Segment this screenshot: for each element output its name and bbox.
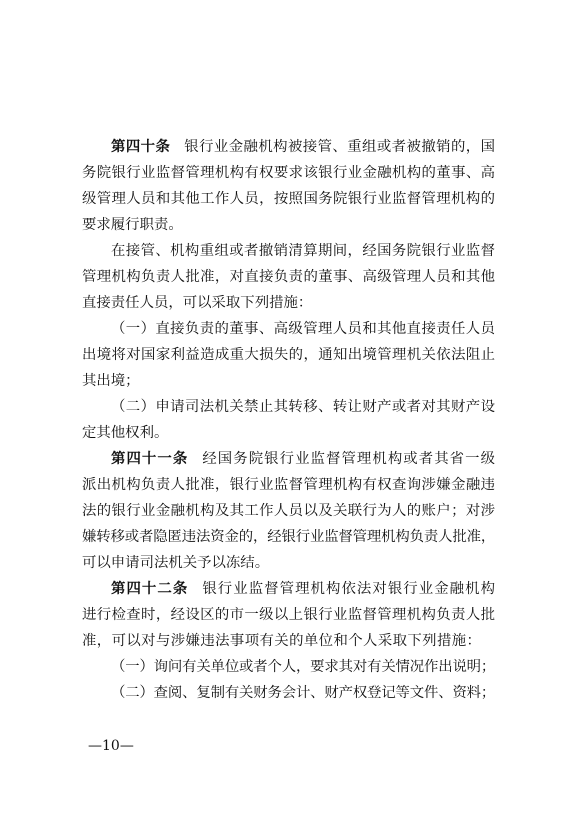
text-line: 定其他权利。: [82, 425, 169, 441]
document-body: [82, 134, 495, 706]
text-line: 管理机构负责人批准，对直接负责的董事、高级管理人员和其他: [82, 269, 495, 285]
article-42-item-2: [82, 680, 495, 706]
article-heading: 第四十二条: [111, 581, 189, 597]
text-line: 嫌转移或者隐匿违法资金的，经银行业监督管理机构负责人批准，: [82, 529, 495, 545]
text-line: （二）查阅、复制有关财务会计、财产权登记等文件、资料；: [111, 685, 495, 701]
page-number: —10—: [88, 738, 134, 754]
article-41-paragraph: [82, 446, 495, 576]
article-40-item-1: [82, 316, 495, 394]
article-40-clause-paragraph: [82, 238, 495, 316]
text-line: （一）直接负责的董事、高级管理人员和其他直接责任人员: [111, 321, 495, 337]
article-42-paragraph: [82, 576, 495, 654]
article-40-item-2: [82, 394, 495, 446]
text-line: 进行检查时，经设区的市一级以上银行业监督管理机构负责人批: [82, 607, 495, 623]
text-line: 准，可以对与涉嫌违法事项有关的单位和个人采取下列措施：: [82, 633, 482, 649]
text-line: [82, 446, 495, 472]
line-text: 经国务院银行业监督管理机构或者其省一级: [202, 451, 495, 467]
article-42-item-1: [82, 654, 495, 680]
line-text: 银行业监督管理机构依法对银行业金融机构: [202, 581, 495, 597]
text-line: （一）询问有关单位或者个人，要求其对有关情况作出说明；: [111, 659, 495, 675]
text-line: 级管理人员和其他工作人员，按照国务院银行业监督管理机构的: [82, 191, 495, 207]
article-heading: 第四十条: [111, 139, 171, 155]
text-line: 要求履行职责。: [82, 217, 183, 233]
text-line: 在接管、机构重组或者撤销清算期间，经国务院银行业监督: [111, 243, 495, 259]
article-40-paragraph: [82, 134, 495, 238]
text-line: [82, 134, 495, 160]
text-line: 直接责任人员，可以采取下列措施：: [82, 295, 313, 311]
text-line: 可以申请司法机关予以冻结。: [82, 555, 270, 571]
line-text: 银行业金融机构被接管、重组或者被撤销的，国: [184, 139, 495, 155]
article-heading: 第四十一条: [111, 451, 189, 467]
text-line: 法的银行业金融机构及其工作人员以及关联行为人的账户；对涉: [82, 503, 495, 519]
text-line: [82, 576, 495, 602]
text-line: 出境将对国家利益造成重大损失的，通知出境管理机关依法阻止: [82, 347, 495, 363]
text-line: 务院银行业监督管理机构有权要求该银行业金融机构的董事、高: [82, 165, 495, 181]
text-line: （二）申请司法机关禁止其转移、转让财产或者对其财产设: [111, 399, 495, 415]
text-line: 派出机构负责人批准，银行业监督管理机构有权查询涉嫌金融违: [82, 477, 495, 493]
text-line: 其出境；: [82, 373, 140, 389]
